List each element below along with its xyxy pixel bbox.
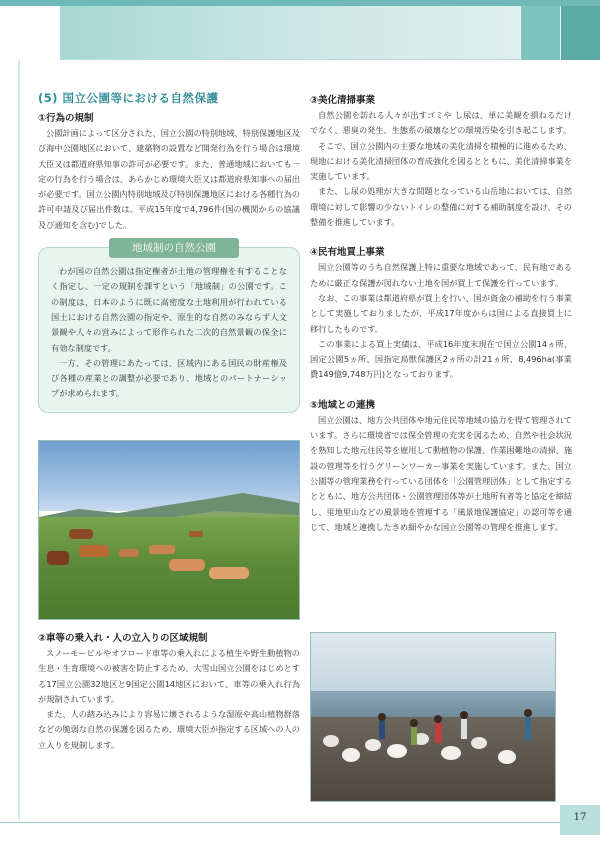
header-tabs [330,6,600,60]
header-tab-light [520,6,560,60]
paragraph: 国立公園は、地方公共団体や地元住民等地域の協力を得て管理されています。さらに環境省では保全管理の充実を図るため、自然や社会状況を熟知した地元住民等を雇用して動植物の保護、作業困難地の清掃、施設の管理等を行うグリーンワーカー事業を実施しています。また、国立公園等の管理業務を行っている団体を「公園管理団体」として指定するとともに、地方公共団体・公園管理団体等が土地所有者等と協定を締結し、里地里山などの風景地を管理する「風景地保護協定」の認可等を通じて、地域と連携したきめ細やかな国立公園等の管理を推進します。 [310,414,573,532]
sub-title-community: ⑤地域との連携 [310,399,376,411]
left-rail [18,60,20,820]
paragraph: 一方、その管理にあたっては、区域内にある国民の財産権及び各種の産業との調整が必要であり、地域とのパートナーシップが求められます。 [51,357,287,399]
bottom-rule [0,822,600,823]
photo-sky [311,633,555,693]
paragraph: そこで、国立公園内の主要な地域の美化清掃を積極的に進めるため、現地における美化清掃団体の育成強化を図るとともに、美化清掃事業を実施しています。 [310,140,573,182]
sub-title-regulation: ①行為の規制 [38,113,94,124]
paragraph: スノーモービルやオフロード車等の乗入れによる植生や野生動植物の生息・生育環境への被害を防止するため、大雪山国立公園をはじめとする17国立公園32地区と9国定公園14地区において、車等の乗入れ行為が規制されています。 [38,648,300,704]
info-box-title: 地域制の自然公園 [109,238,239,258]
sub-title-cleanup: ③美化清掃事業 [310,95,376,106]
photo-cattle [39,511,300,620]
paragraph: なお、この事業は都道府県が買上を行い、国が資金の補助を行う事業として実施しておりましたが、平成17年度からは国による直接買上に移行したものです。 [310,292,572,334]
paragraph: 国立公園等のうち自然保護上特に重要な地域であって、民有地であるために厳正な保護が図れない土地を国が買上て保護を行っています。 [310,262,572,288]
paragraph: 自然公園を訪れる人々が出すゴミや し尿は、単に美観を損ねるだけでなく、悪臭の発生、生態系の破壊などの環境汚染を引き起こします。 [310,110,572,136]
photo-beach-cleanup [310,632,556,802]
photo-grassland-cattle [38,440,300,620]
paragraph: また、し尿の処理が大きな問題となっている山岳地においては、自然環境に対して影響の少ないトイレの整備に対する補助制度を設け、その整備を推進しています。 [310,186,572,228]
page-number: 17 [573,812,587,823]
lower-left-column [38,628,300,753]
sub-title-vehicle-regulation: ②車等の乗入れ・人の立入りの区域規制 [38,633,208,644]
right-column [310,90,572,535]
left-column [38,90,300,413]
section-title: (5) 国立公園等における自然保護 [38,91,219,105]
paragraph: また、人の踏み込みにより容易に壊されるような湿原や高山植物群落などの脆弱な自然の保護を図るため、環境大臣が指定する区域への人の立入りを規制します。 [38,709,300,750]
photo-volunteers [311,703,556,802]
paragraph: この事業による買上実績は、平成16年度末現在で国立公園14ヵ所、国定公園5ヵ所、国指定鳥獣保護区2ヵ所の計21ヵ所、8,496ha(事業費149億9,748万円)となっております。 [310,338,572,380]
header-tab-dark [560,6,600,60]
paragraph: 公園計画によって区分された、国立公園の特別地域、特別保護地区及び海中公園地区において、建築物の設置など開発行為を行う場合は環境大臣又は都道府県知事の許可が必要です。また、普通地域においても一定の行為を行う場合は、あらかじめ環境大臣又は都道府県知事への届出が必要です。国立公園内特別地域及び特別保護地区における各種行為の許可申請及び届出件数は、平成15年度で4,796件(国の機関からの協議及び通知を含む)でした。 [38,128,301,230]
sub-title-land-purchase: ④民有地買上事業 [310,247,385,259]
paragraph: わが国の自然公園は指定権者が土地の管理権を有することなく指定し、一定の規制を課すという「地域制」の公園です。この制度は、日本のように既に高密度な土地利用が行われている国土における自然公園の指定や、原生的な自然のみならず人文景観や人々の営みによって形作られた二次的自然景観の保全に有効な制度です。 [51,266,287,353]
info-box-regional-parks [38,242,300,413]
